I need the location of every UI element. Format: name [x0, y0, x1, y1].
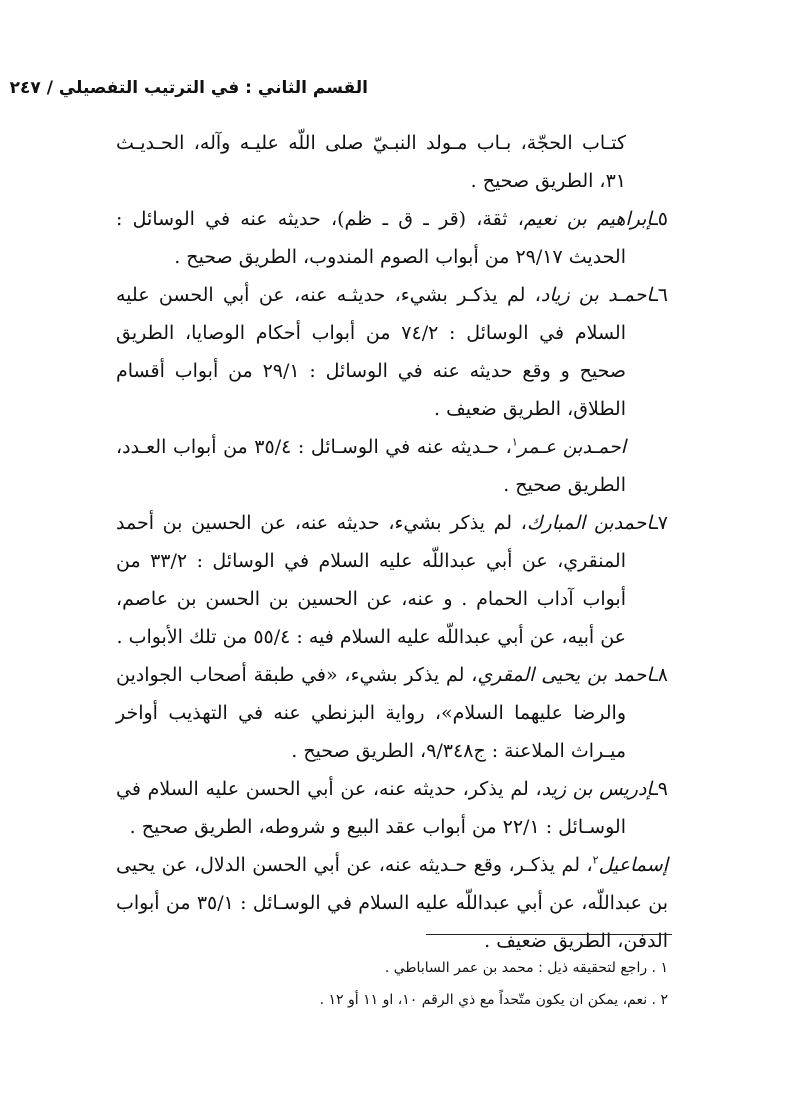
entry-text: ، لم يذكـر، وقع حـديثه عنه، عن أبي الحسن الدلال، عن يحيى بن عبداللّه، عن أبي عبداللّه عليه السلام في الوسـائل : ٣٥/١ من أبواب الدفن، الطريق ضعيف .	[116, 854, 668, 952]
running-header: القسم الثاني : في الترتيب التفصيلي / ٢٤٧	[9, 78, 368, 98]
footnote-ref: ١	[511, 435, 518, 449]
narrator-name: إدريس بن زيد	[541, 778, 653, 800]
entry-text: ، لم يذكر، حديثه عنه، عن أبي الحسن عليه السلام في الوسـائل : ٢٢/١ من أبواب عقد البيع و شروطه، الطريق صحيح .	[116, 778, 626, 838]
entry-text: ، لم يذكر بشيء، «في طبقة أصحاب الجوادين والرضا عليهما السلام»، رواية البزنطي عنه في التهذيب أواخر ميـراث الملاعنة : ج٩/٣٤٨، الطريق صحيح .	[116, 664, 626, 762]
entry-number: ٦ـ	[652, 284, 668, 306]
narrator-name: احمـد بن زياد	[540, 284, 653, 306]
narrator-name: احمد بن يحيى المقري	[477, 664, 653, 686]
entry-number: ٥ـ	[652, 208, 668, 230]
entry-sub	[116, 846, 668, 960]
narrator-name: احمـدبن عـمر	[517, 436, 626, 458]
entry-number: ٩ـ	[652, 778, 668, 800]
footnote-ref: ٢	[592, 853, 599, 867]
entry-text: ، ثقة، (قر ـ ق ـ ظم)، حديثه عنه في الوسائل : الحديث ٢٩/١٧ من أبواب الصوم المندوب، الطريق صحيح .	[116, 208, 626, 268]
entry-8	[116, 656, 668, 770]
narrator-name: إسماعيل	[598, 854, 668, 876]
footnote-divider	[426, 934, 672, 935]
entry-text: ، لم يذكـر بشيء، حديثـه عنه، عن أبي الحسن عليه السلام في الوسائل : ٧٤/٢ من أبواب أحكام الوصايا، الطريق صحيح و وقع حديثه عنه في الوسائل : ٢٩/١ من أبواب أقسام الطلاق، الطريق ضعيف .	[116, 284, 626, 420]
narrator-name: إبراهيم بن نعيم	[523, 208, 653, 230]
entry-9	[116, 770, 668, 846]
entry-text: ، حـديثه عنه في الوسـائل : ٣٥/٤ من أبواب العـدد، الطريق صحيح .	[116, 436, 626, 496]
footnote: ٢ . نعم، يمكن ان يكون متّحداً مع ذي الرقم ١٠، او ١١ أو ١٢ .	[319, 992, 668, 1008]
entry-sub	[116, 428, 668, 504]
entry-text: ، لم يذكر بشيء، حديثه عنه، عن الحسين بن أحمد المنقري، عن أبي عبداللّه عليه السلام في الوسائل : ٣٣/٢ من أبواب آداب الحمام . و عنه، عن الحسين بن الحسن بن عاصم، عن أبيه، عن أبي عبداللّه عليه السلام فيه : ٥٥/٤ من تلك الأبواب .	[116, 512, 626, 648]
entry-number: ٨ـ	[652, 664, 668, 686]
entry-number: ٧ـ	[652, 512, 668, 534]
main-text	[116, 124, 668, 960]
footnotes	[116, 952, 668, 1016]
entry-5	[116, 200, 668, 276]
entry-7	[116, 504, 668, 656]
footnote: ١ . راجع لتحقيقه ذيل : محمد بن عمر الساباطي .	[384, 960, 668, 976]
continuation-paragraph: كتـاب الحجّة، بـاب مـولد النبـيّ صلى اللّه عليـه وآله، الحـديـث ٣١، الطريق صحيح .	[116, 132, 626, 192]
entry-6	[116, 276, 668, 428]
narrator-name: احمدبن المبارك	[526, 512, 653, 534]
